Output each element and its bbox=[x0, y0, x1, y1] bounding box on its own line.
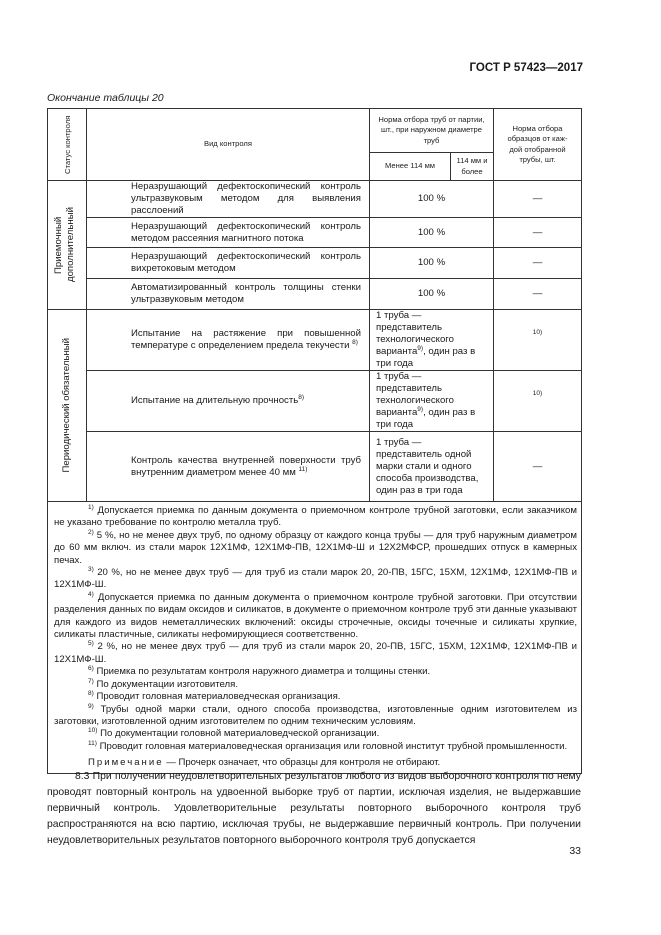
row-kind: Автоматизированный контроль толщины стенки ультразвуковым методом bbox=[87, 279, 370, 310]
group1-label: Приемочный дополнительный bbox=[53, 207, 76, 283]
table-note: Примечание — Прочерк означает, что образцы для контроля не отбирают. bbox=[88, 757, 441, 769]
footnote: $^{2)}$ 5 %, но не менее двух труб, по одному образцу от каждого конца трубы — для труб наружным диаметром до 60 мм включ. из стали марок 12Х1МФ, 12Х1МФ-ПВ, 12Х1МФ-Ш и 12Х2МФСР, прошедших отпуск в камерных печах. bbox=[54, 528, 577, 566]
row-kind: Контроль качества внутренней поверхности труб внутренним диаметром менее 40 мм $^{11)}$ bbox=[87, 432, 370, 502]
row-norm: 100 % bbox=[370, 279, 494, 310]
header-status-cell bbox=[48, 109, 87, 181]
row-norm: 100 % bbox=[370, 181, 494, 218]
group1-label-cell bbox=[48, 181, 87, 310]
footnote: $^{1)}$ Допускается приемка по данным документа о приемочном контроле трубной заготовки, если заказчиком не указано требование по контролю металла труб. bbox=[54, 504, 577, 529]
header-kind: Вид контроля bbox=[87, 109, 370, 181]
table-caption: Окончание таблицы 20 bbox=[47, 92, 164, 104]
row-kind: Испытание на длительную прочность$^{8)}$ bbox=[87, 371, 370, 432]
footnote: $^{4)}$ Допускается приемка по данным документа о приемочном контроле трубной заготовки. При отсутствии разделения данных по видам оксидов и силикатов, в документе о приемочном контроле труб эти данные указывают для каждого из видов неметаллических включений: оксиды строчечные, оксиды точечные и силикаты хрупкие, силикаты пластичные, силикаты нефомирующиеся соответственно. bbox=[54, 590, 577, 641]
footnotes-cell bbox=[48, 502, 582, 774]
footnote: $^{8)}$ Проводит головная материаловедческая организация. bbox=[88, 690, 341, 703]
section-paragraph: 8.3 При получении неудовлетворительных результатов любого из видов выборочного контроля по нему проводят повторный контроль на удвоенной выборке труб от партии, исключая изделия, не выдержавшие первичный контроль. Удовлетворительные результаты повторного выборочного контроля труб распространяются на всю партию, исключая трубы, не выдержавшие первичный контроль. При получении неудовлетворительных результатов повторного выборочного контроля труб допускается bbox=[47, 771, 581, 846]
header-norm-ge: 114 мм и более bbox=[451, 153, 494, 181]
row-norm: 1 труба — представитель одной марки стали и одного способа производства, один раз в три года bbox=[370, 432, 494, 502]
row-sample: 10) bbox=[494, 371, 582, 432]
row-sample: — bbox=[494, 279, 582, 310]
row-sample: 10) bbox=[494, 310, 582, 371]
footnote: $^{10)}$ По документации головной материаловедческой организации. bbox=[88, 727, 380, 740]
row-kind: Испытание на растяжение при повышенной температуре с определением предела текучести $^{8)}$ bbox=[87, 310, 370, 371]
control-table bbox=[47, 108, 582, 774]
page-number: 33 bbox=[569, 845, 581, 857]
row-norm: 1 труба — представитель технологического варианта$^{9)}$, один раз в три года bbox=[370, 310, 494, 371]
header-norm-lt: Менее 114 мм bbox=[370, 153, 451, 181]
row-sample: — bbox=[494, 432, 582, 502]
row-kind: Неразрушающий дефектоскопический контроль ультразвуковым методом для выявления расслоений bbox=[87, 181, 370, 218]
row-kind: Неразрушающий дефектоскопический контроль методом рассеяния магнитного потока bbox=[87, 218, 370, 248]
row-sample: — bbox=[494, 248, 582, 279]
row-sample: — bbox=[494, 218, 582, 248]
row-norm: 1 труба — представитель технологического варианта$^{9)}$, один раз в три года bbox=[370, 371, 494, 432]
footnote: $^{9)}$ Трубы одной марки стали, одного способа производства, изготовленные одним изготовителем из заготовки, изготовленной одним изготовителем по одним техническим условиям. bbox=[54, 702, 577, 727]
row-norm: 100 % bbox=[370, 218, 494, 248]
group2-label-cell bbox=[48, 310, 87, 502]
row-kind: Неразрушающий дефектоскопический контроль вихретоковым методом bbox=[87, 248, 370, 279]
footnote: $^{3)}$ 20 %, но не менее двух труб — для труб из стали марок 20, 20-ПВ, 15ГС, 15ХМ, 12Х1МФ, 12Х1МФ-ПВ и 12Х1МФ-Ш. bbox=[54, 566, 577, 591]
standard-header: ГОСТ Р 57423—2017 bbox=[469, 62, 583, 74]
header-sample: Норма отбора образцов от каж-дой отобранной трубы, шт. bbox=[494, 109, 582, 181]
footnote: $^{7)}$ По документации изготовителя. bbox=[88, 677, 239, 690]
row-norm: 100 % bbox=[370, 248, 494, 279]
footnote: $^{11)}$ Проводит головная материаловедческая организация или головной институт трубной промышленности. bbox=[88, 739, 568, 752]
header-norm-group: Норма отбора труб от партии, шт., при наружном диаметре труб bbox=[370, 109, 494, 153]
row-sample: — bbox=[494, 181, 582, 218]
group2-label: Периодический обязательный bbox=[61, 338, 72, 473]
header-status: Статус контроля bbox=[62, 115, 72, 174]
footnote: $^{6)}$ Приемка по результатам контроля наружного диаметра и толщины стенки. bbox=[88, 665, 431, 678]
footnote: $^{5)}$ 2 %, но не менее двух труб — для труб из стали марок 20, 20-ПВ, 15ГС, 15ХМ, 12Х1МФ, 12Х1МФ-ПВ и 12Х1МФ-Ш. bbox=[54, 640, 577, 665]
